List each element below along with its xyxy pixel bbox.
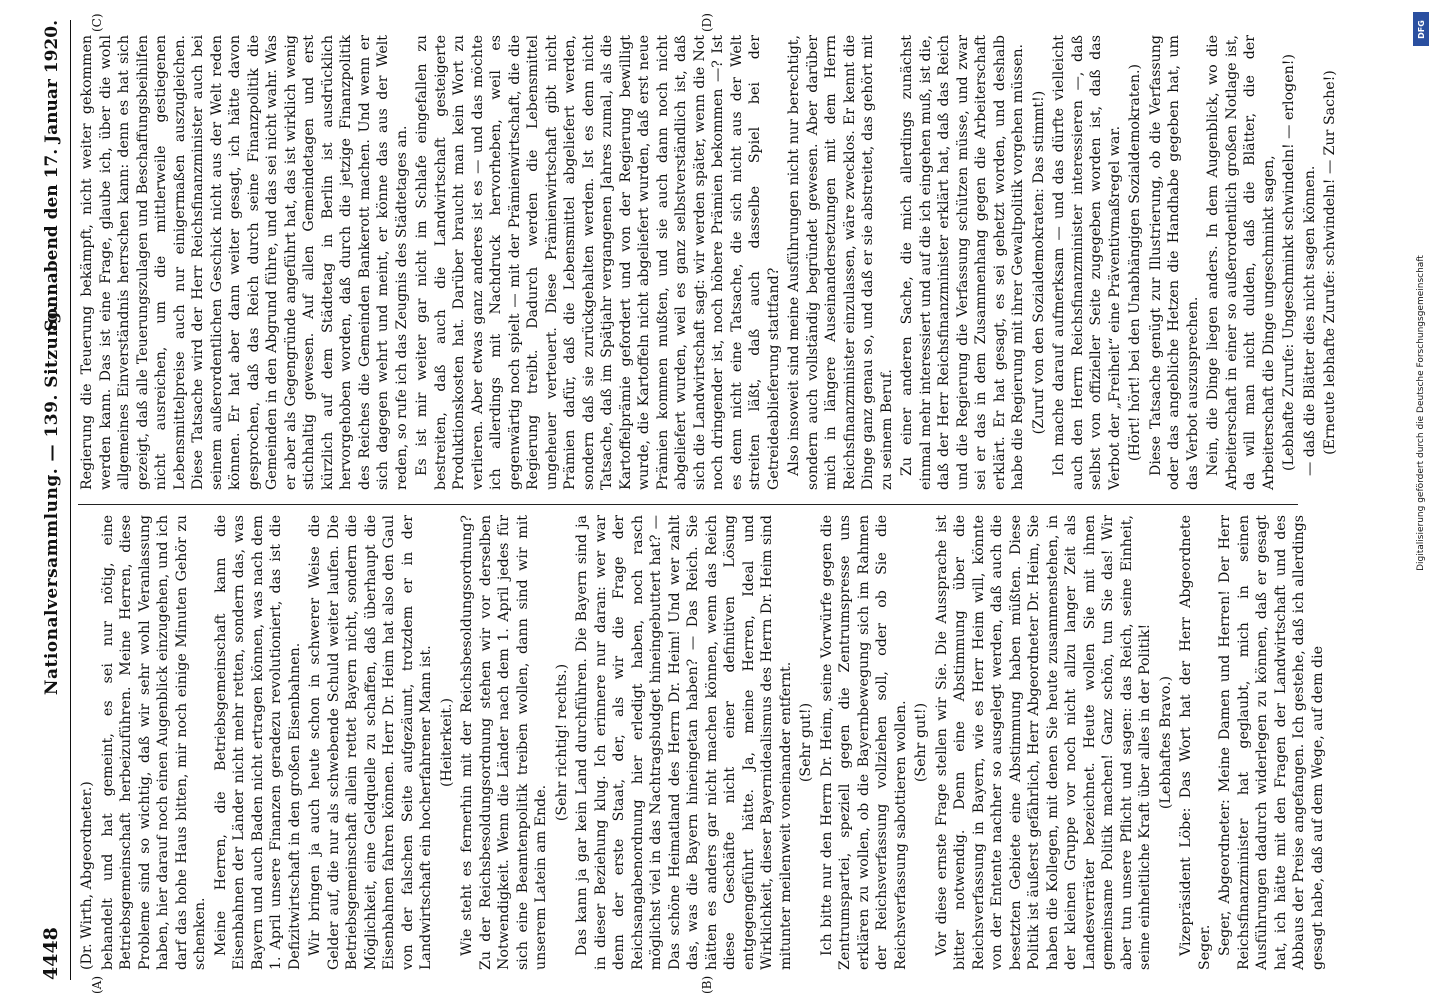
right-column (78, 35, 1338, 490)
interjection: (Lebhafte Zurufe: Ungeschminkt schwindeln! — erlogen!) (1281, 54, 1297, 471)
paragraph: — daß die Blätter dies nicht sagen können. (1301, 165, 1318, 476)
interjection: (Heiterkeit.) (438, 698, 455, 787)
paragraph: Seger, Abgeordneter: Meine Damen und Herren! Der Herr Reichsfinanzminister hat geglaubt, mich in seinen Ausführungen dadurch widerlegen zu können, daß er gesagt hat, ich hätte mit den Fragen der Landwirtschaft und des Abbaus der Preise angefangen. Ich gestehe, daß ich allerdings gesagt habe, daß auf dem Wege, auf dem die (1217, 515, 1326, 970)
paragraph: Ich mache darauf aufmerksam — und das dürfte vielleicht auch den Herrn Reichsfinanzminister interessieren —, daß selbst von offizieller Seite zugegeben worden ist, daß das Verbot der „Freiheit“ eine Präventivmaßregel war. (1051, 35, 1123, 490)
column-divider (78, 504, 1298, 505)
page-title: Nationalversammlung. — 139. Sitzung. (42, 304, 62, 696)
paragraph: Diese Tatsache genügt zur Illustrierung, ob die Verfassung oder das angebliche Hetzen die Handhabe gegeben hat, um das Verbot auszusprechen. (1147, 35, 1201, 490)
margin-mark-b: (B) (700, 975, 714, 994)
paragraph: Vor diese ernste Frage stellen wir Sie. Die Aussprache ist bitter notwendig. Denn eine Abstimmung über die Reichsverfassung in Bayern, wie es Herr Heim will, könnte von der Entente nachher so ausgelegt werden, daß auch die besetzten Gebiete eine Abstimmung haben müßten. Diese Politik ist äußerst gefährlich, Herr Abgeordneter Dr. Heim, Sie haben die Kollegen, mit denen Sie heute zusammenstehen, in der kleinen Gruppe vor noch nicht allzu langer Zeit als Landesverräter bezeichnet. Heute wollen Sie mit ihnen gemeinsame Politik machen! Ganz schön, tun Sie das! Wir aber tun unsere Pflicht und sagen: das Reich, seine Einheit, seine einheitliche Kraft über alles in der Politik! (933, 515, 1153, 970)
margin-mark-a: (A) (90, 975, 104, 994)
speaker-note: (Dr. Wirth, Abgeordneter.) (79, 781, 95, 970)
paragraph: Wir bringen ja auch heute schon in schwerer Weise die Gelder auf, die nur als schwebende Schuld weiter laufen. Die Betriebsgemeinschaft allein rettet Bayern nicht, sondern die Möglichkeit, eine Geldquelle zu schaffen, daß überhaupt die Eisenbahnen fahren können. Herr Dr. Heim hat also den Gaul von der falschen Seite aufgezäumt, trotzdem er in der Landwirtschaft ein hocherfahrener Mann ist. (307, 515, 434, 970)
paragraph: Nein, die Dinge liegen anders. In dem Augenblick, wo die Arbeiterschaft in einer so außerordentlich großen Notlage ist, da will man nicht dulden, daß die Blätter, die der Arbeiterschaft die Dinge ungeschminkt sagen, (1205, 35, 1277, 490)
interjection: (Sehr gut!) (913, 702, 929, 783)
page-date: Sonnabend den 17. Januar 1920. (42, 20, 62, 332)
interjection: (Sehr gut!) (798, 702, 814, 783)
interjection: (Sehr richtig! rechts.) (553, 663, 570, 822)
paragraph: Es ist mir weiter gar nicht im Schlafe eingefallen zu bestreiten, daß auch die Landwirtschaft gesteigerte Produktionskosten hat. Darüber braucht man kein Wort zu verlieren. Aber etwas ganz anderes ist es — und das möchte ich allerdings mit Nachdruck hervorheben, weil es gegenwärtig noch spielt — mit der Prämienwirtschaft, die die Regierung treibt. Dadurch werden die Lebensmittel ungeheuer verteuert. Diese Prämienwirtschaft gibt nicht Prämien dafür, daß die Lebensmittel abgeliefert werden, sondern daß sie zurückgehalten werden. Ist es denn nicht Tatsache, daß im Spätjahr vergangenen Jahres zumal, als die Kartoffelprämie gefordert und von der Regierung bewilligt wurde, die Kartoffeln nicht abgeliefert wurden, daß erst neue Prämien kommen mußten, und sie auch dann noch nicht abgeliefert wurden, weil es ganz selbstverständlich ist, daß sich die Landwirtschaft sagt: wir werden später, wenn die Not noch dringender ist, noch höhere Prämien bekommen —? Ist es denn nicht eine Tatsache, die sich nicht aus der Welt streiten läßt, daß auch dasselbe Spiel bei der Getreideablieferung stattfand? (414, 35, 782, 490)
paragraph: Also insoweit sind meine Ausführungen nicht nur berechtigt, sondern auch vollständig begründet gewesen. Aber darüber mich in längere Auseinandersetzungen mit dem Herrn Reichsfinanzminister einzulassen, wäre zwecklos. Er kennt die Dinge ganz genau so, und daß er sie abstreitet, das gehört mit zu seinem Beruf. (786, 35, 895, 490)
paragraph: Wie steht es fernerhin mit der Reichsbesoldungsordnung? Zu der Reichsbesoldungsordnung stehen wir vor derselben Notwendigkeit. Wenn die Länder nach dem 1. April jedes für sich eine Beamtenpolitik treiben wollen, dann sind wir mit unserem Latein am Ende. (459, 515, 549, 970)
digitization-sidebar (1411, 8, 1431, 988)
interjection: (Lebhaftes Bravo.) (1157, 675, 1174, 810)
left-column (78, 515, 1326, 970)
digitization-credit: Digitalisierung gefördert durch die Deutsche Forschungsgemeinschaft (1416, 255, 1426, 571)
interjection: (Hört! hört! bei den Unabhängigen Sozialdemokraten.) (1127, 63, 1143, 462)
paragraph: Zu einer anderen Sache, die mich allerdings zunächst einmal mehr interessiert und auf die ich eingehen muß, ist die, daß der Herr Reichsfinanzminister erklärt hat, daß das Reich und die Regierung die Verfassung schützen müsse, und zwar sei er das in dem Zusammenhang gegen die Arbeiterschaft erklärt. Er hat gesagt, es sei gehetzt worden, und deshalb habe die Regierung mit ihrer Gewaltpolitik vorgehen müssen. (899, 35, 1026, 490)
paragraph: Regierung die Teuerung bekämpft, nicht weiter gekommen werden kann. Das ist eine Frage, glaube ich, über die wohl allgemeines Einverständnis herrschen kann: denn es hat sich gezeigt, daß alle Teuerungszulagen und Beschaffungsbeihilfen nicht ausreichen, um die mittlerweile gestiegenen Lebensmittelpreise auch nur einigermaßen auszugleichen. Diese Tatsache wird der Herr Reichsfinanzminister auch bei seinem außerordentlichen Geschick nicht aus der Welt reden können. Er hat aber dann weiter gesagt, ich hätte davon gesprochen, daß das Reich durch seine Finanzpolitik die Gemeinden in den Abgrund führe, und das sei nicht wahr. Was er aber als Gegengründe angeführt hat, das ist wirklich wenig stichhaltig gewesen. Auf allen Gemeindetagen und erst kürzlich auf dem Städtetag in Berlin ist ausdrücklich hervorgehoben worden, daß durch die jetzige Finanzpolitik des Reiches die Gemeinden Bankerott machen. Und wenn er sich dagegen wehrt und meint, er könne das aus der Welt reden, so rufe ich das Zeugnis des Städtetages an. (79, 35, 410, 490)
margin-mark-d: (D) (700, 13, 714, 32)
interjection: (Zuruf von den Sozialdemokraten: Das stimmt!) (1030, 90, 1047, 435)
paragraph: Das kann ja gar kein Land durchführen. Die Bayern sind ja in dieser Beziehung klug. Ich erinnere nur daran: wer war denn der erste Staat, der, als wir die Frage der Reichsangabenordnung hier erledigt haben, noch rasch möglichst viel in das Nachtragsbudget hineingebuttert hat? — Das schöne Heimatland des Herrn Dr. Heim! Und wer zahlt das, was die Bayern hineingetan haben? — Das Reich. Sie hätten es anders gar nicht machen können, wenn das Reich diese Geschäfte nicht einer definitiven Lösung entgegengeführt hätte. Ja, meine Herren, Ideal und Wirklichkeit, dieser Bayernidealismus des Herrn Dr. Heim sind mitunter meilenweit voneinander entfernt. (574, 515, 794, 970)
paragraph: behandelt und hat gemeint, es sei nur nötig, eine Betriebsgemeinschaft herbeizuführen. Meine Herren, diese Probleme sind so wichtig, daß wir sehr wohl Veranlassung haben, hier darauf noch einen Augenblick einzugehen, und ich darf das hohe Haus bitten, mir noch einige Minuten Gehör zu schenken. (99, 515, 208, 970)
margin-mark-c: (C) (90, 13, 104, 32)
paragraph: Meine Herren, die Betriebsgemeinschaft kann die Eisenbahnen der Länder nicht mehr retten, sondern das, was Bayern und auch Baden nicht ertragen können, was nach dem 1. April unsere Finanzen geradezu revolutioniert, das ist die Defizitwirtschaft in den großen Eisenbahnen. (212, 515, 303, 970)
page-number: 4448 (40, 927, 62, 980)
page-header (40, 20, 71, 980)
interjection: (Erneute lebhafte Zurufe: schwindeln! — Zur Sache!) (1322, 70, 1338, 455)
paragraph: Ich bitte nur den Herrn Dr. Heim, seine Vorwürfe gegen die Zentrumspartei, speziell gegen die Zentrumspresse uns erklären zu wollen, ob die Bayernbewegung sich im Rahmen der Reichsverfassung vollziehen soll, oder ob Sie die Reichsverfassung sabottieren wollen. (818, 515, 909, 970)
paragraph: Vizepräsident Löbe: Das Wort hat der Herr Abgeordnete Seger. (1178, 515, 1213, 970)
dfg-logo: DFG (1413, 12, 1429, 46)
